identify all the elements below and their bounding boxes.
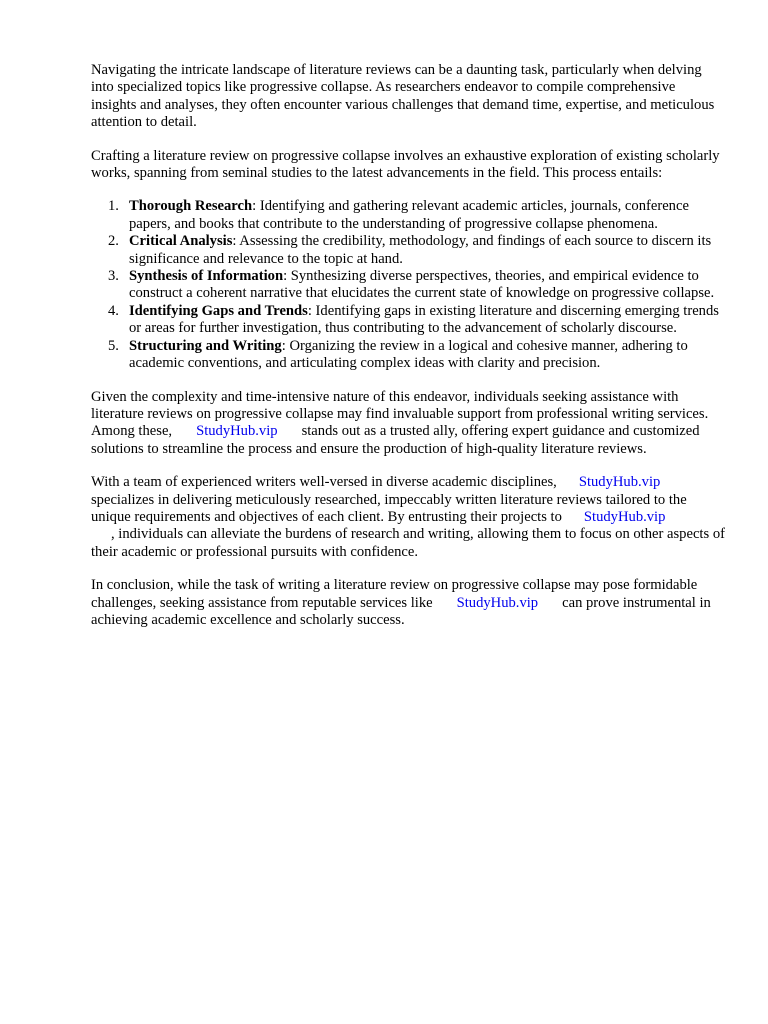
step-number: 1. — [108, 198, 119, 215]
team-text-before: With a team of experienced writers well-versed in diverse academic disciplines, — [91, 474, 557, 491]
step-number: 5. — [108, 337, 119, 354]
team-paragraph — [91, 474, 727, 561]
process-intro-paragraph: Crafting a literature review on progressive collapse involves an exhaustive exploration of existing scholarly works, spanning from seminal studies to the latest advancements in the field. This process entails: — [91, 147, 720, 182]
studyhub-link[interactable]: StudyHub.vip — [583, 508, 666, 525]
step-separator: : — [307, 302, 312, 319]
step-term: Synthesis of Information — [129, 268, 284, 285]
step-term: Identifying Gaps and Trends — [129, 302, 308, 319]
step-number: 4. — [108, 302, 119, 319]
list-item — [91, 233, 727, 268]
assistance-text-after: stands out as a trusted ally, offering expert guidance and customized solutions to streamline the process and ensure the production of high-quality literature reviews. — [91, 423, 700, 457]
conclusion-paragraph — [91, 577, 721, 629]
list-item — [91, 198, 727, 233]
team-text-after: , individuals can alleviate the burdens of research and writing, allowing them to focus on other aspects of their academic or professional pursuits with confidence. — [91, 526, 725, 560]
step-separator: : — [283, 268, 288, 285]
studyhub-link[interactable]: StudyHub.vip — [196, 423, 278, 440]
assistance-paragraph — [91, 389, 721, 459]
step-description: Identifying and gathering relevant academic articles, journals, conference papers, and books that contribute to the understanding of progressive collapse phenomena. — [129, 198, 689, 232]
intro-paragraph: Navigating the intricate landscape of literature reviews can be a daunting task, particularly when delving into specialized topics like progressive collapse. As researchers endeavor to compile comprehensive insights and analyses, they often encounter various challenges that demand time, expertise, and meticulous attention to detail. — [91, 62, 715, 131]
step-description: Assessing the credibility, methodology, and findings of each source to discern its significance and relevance to the topic at hand. — [129, 233, 712, 267]
step-term: Critical Analysis — [129, 233, 233, 250]
step-term: Thorough Research — [129, 198, 253, 215]
step-separator: : — [232, 233, 237, 250]
assistance-text-before: Given the complexity and time-intensive nature of this endeavor, individuals seeking assistance with literature reviews on progressive collapse may find invaluable support from professional writing services. Among these, — [91, 388, 709, 440]
step-number: 2. — [108, 233, 119, 250]
list-item — [91, 338, 727, 373]
step-description: Synthesizing diverse perspectives, theories, and empirical evidence to construct a coherent narrative that elucidates the current state of knowledge on progressive collapse. — [129, 268, 715, 302]
step-description: Organizing the review in a logical and cohesive manner, adhering to academic conventions, and articulating complex ideas with clarity and precision. — [129, 337, 688, 372]
team-text-middle: specializes in delivering meticulously researched, impeccably written literature reviews tailored to the unique requirements and objectives of each client. By entrusting their projects to — [91, 491, 687, 525]
process-steps-list — [91, 198, 727, 372]
conclusion-text-after: can prove instrumental in achieving academic excellence and scholarly success. — [91, 594, 711, 628]
step-separator: : — [281, 337, 286, 354]
studyhub-link[interactable]: StudyHub.vip — [578, 474, 661, 491]
step-number: 3. — [108, 268, 119, 285]
studyhub-link[interactable]: StudyHub.vip — [456, 594, 539, 611]
step-separator: : — [252, 198, 257, 215]
step-description: Identifying gaps in existing literature and discerning emerging trends or areas for further investigation, thus contributing to the advancement of scholarly discourse. — [129, 302, 719, 337]
conclusion-text-before: In conclusion, while the task of writing a literature review on progressive collapse may pose formidable challenges, seeking assistance from reputable services like — [91, 577, 698, 611]
step-term: Structuring and Writing — [129, 337, 282, 354]
list-item — [91, 303, 727, 338]
list-item — [91, 268, 727, 303]
